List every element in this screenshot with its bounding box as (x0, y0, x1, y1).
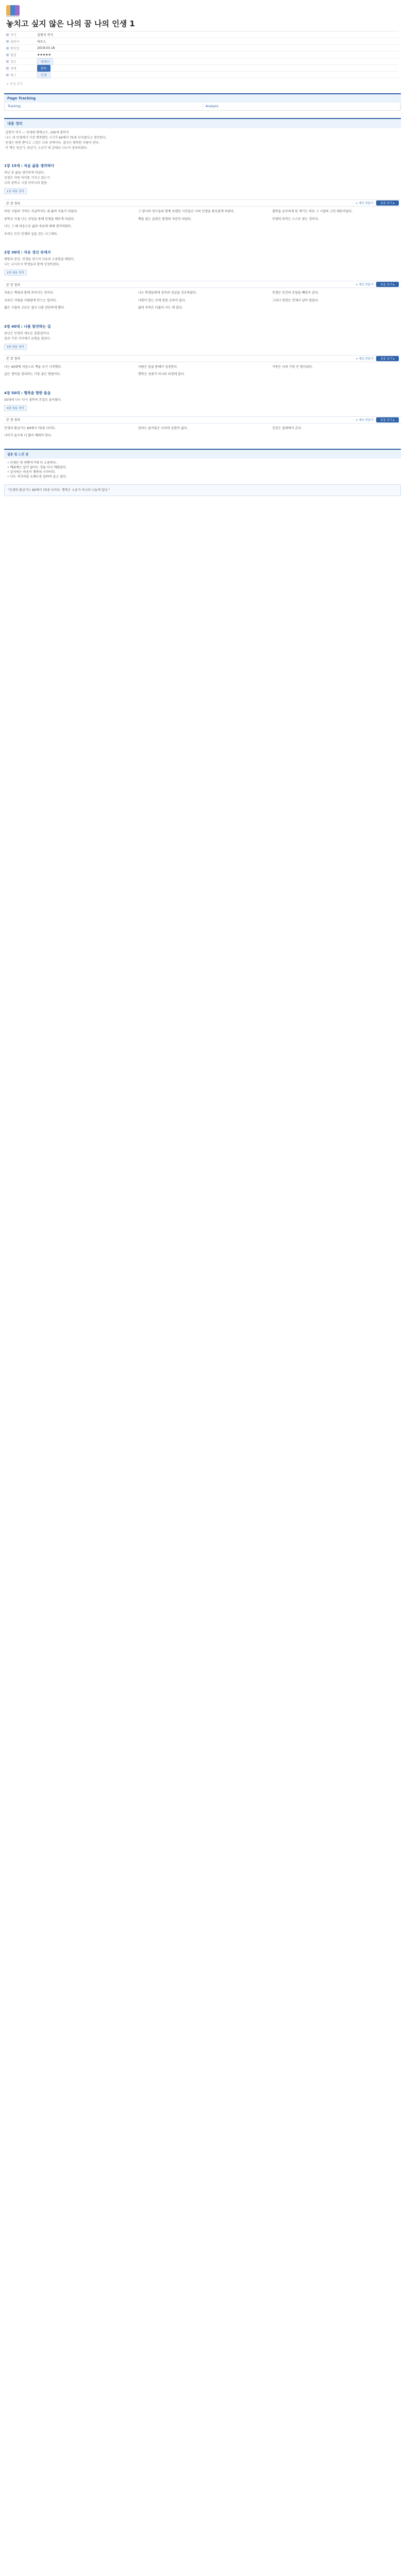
property-type-icon (6, 33, 9, 36)
closing-list (4, 459, 401, 481)
property-row[interactable] (6, 45, 399, 52)
page-header (4, 3, 401, 19)
property-row[interactable] (6, 72, 399, 78)
closing-quote-box (4, 484, 401, 496)
chapter-intro-line: 50대에 나는 다시 철학의 본질로 돌아왔다. (4, 398, 62, 402)
chapter-columns (4, 427, 401, 442)
chapter-paragraph: 인생의 의미는 스스로 찾는 것이다. (272, 217, 319, 221)
new-entry-button[interactable]: + 새로 만들기 (355, 418, 374, 422)
chapter-paragraph: 그러나 희망은 언제나 남아 있었다. (272, 298, 319, 302)
property-key-label: 상태 (10, 66, 16, 71)
property-key-label: 완독일 (10, 46, 20, 50)
entry-bar-label: 본 장 정리 (6, 357, 20, 361)
entry-bar-actions (356, 200, 399, 206)
chapter-column (4, 427, 133, 442)
chapter-column (4, 210, 133, 240)
chapter-section (4, 323, 401, 380)
property-value[interactable] (37, 32, 53, 37)
tracking-tabs (4, 103, 401, 111)
chapter-paragraph: 전쟁은 인간의 존엄을 빼앗아 갔다. (272, 291, 319, 295)
property-value-text: 하우스 (37, 40, 46, 44)
property-row[interactable] (6, 31, 399, 38)
chapter-paragraph: 어린 시절의 기억은 지금까지도 내 삶의 지표가 되었다. (4, 210, 78, 213)
chapter-intro-line: 중년은 인생의 새로운 출발점이다. (4, 331, 50, 335)
chapter-intro-line: 피난 중 삶을 생각하게 되었다. (4, 171, 45, 175)
open-body-button[interactable]: 본문 보기 ▸ (376, 417, 399, 422)
page-title: 놓치고 싶지 않은 나의 꿈 나의 인생 1 (6, 19, 135, 28)
chapter-paragraph: 나는 40대에 처음으로 책을 쓰기 시작했다. (4, 365, 62, 369)
chapter-columns (4, 291, 401, 314)
property-value-text: ★★★★★ (37, 53, 51, 57)
property-type-icon (6, 74, 9, 76)
entry-bar-actions (356, 282, 399, 287)
chapter-entry-bar (4, 281, 401, 288)
property-value-text: 김형석 작가 (37, 33, 53, 37)
property-key-label: 출판사 (10, 40, 20, 44)
chapter-column (138, 210, 267, 240)
summary-line: 이 책은 청년기, 중년기, 노년기 세 갈래로 나누어 정리하였다. (5, 146, 88, 150)
chapter-section (4, 162, 401, 240)
chapter-tag[interactable]: 1장 내용 정리 (4, 188, 27, 194)
property-type-icon (6, 67, 9, 70)
chapter-column (138, 291, 267, 314)
closing-item: • 감사하는 마음이 행복의 시작이다. (7, 470, 398, 474)
chapter-intro-line: 해방과 분단, 전쟁을 겪으며 자유의 소중함을 배웠다. (4, 258, 75, 261)
new-entry-button[interactable]: + 새로 만들기 (355, 357, 374, 361)
property-key-label: 태그 (10, 73, 16, 77)
chapter-paragraph: 젊은 시절의 고난은 결국 나를 단단하게 했다. (4, 306, 65, 310)
property-value[interactable] (37, 58, 53, 65)
property-key-label: 작가 (10, 33, 16, 37)
chapter-title: 2장 30대 : 자유 정신 속에서 (4, 250, 51, 255)
entry-bar-actions (356, 417, 399, 422)
chapter-intro-line: 나는 교사로서 학생들과 함께 성장하였다. (4, 263, 60, 266)
entry-bar-actions (356, 356, 399, 361)
chapter-paragraph: 글은 생각을 정리하는 가장 좋은 방법이다. (4, 372, 61, 376)
open-body-button[interactable]: 본문 보기 ▸ (376, 282, 399, 287)
property-row[interactable] (6, 38, 399, 45)
closing-item: • 인생은 한 번뿐이기에 더 소중하다. (7, 461, 398, 465)
open-body-button[interactable]: 본문 보기 ▸ (376, 200, 399, 206)
property-key (6, 59, 37, 64)
chapter-paragraph: 나는 그 때 처음으로 삶과 죽음에 대해 생각하였다. (4, 225, 72, 228)
chapter-section (4, 249, 401, 314)
chapter-tag[interactable]: 2장 내용 정리 (4, 269, 27, 276)
summary-line: 인생은 한번 뿐이고 그것은 나의 선택이다. 결국은 행복한 사람이 된다. (5, 141, 100, 145)
property-value-text: 에세이 (37, 58, 53, 65)
chapter-columns (4, 365, 401, 380)
chapter-column (272, 210, 401, 240)
chapter-paragraph: 나이가 들수록 더 많이 배워야 한다. (4, 434, 52, 437)
chapter-title: 3장 40대 : 나를 발견하는 길 (4, 324, 51, 329)
chapter-paragraph: 자유는 책임과 함께 주어지는 것이다. (4, 291, 54, 295)
chapter-columns (4, 210, 401, 240)
new-entry-button[interactable]: + 새로 만들기 (355, 202, 374, 205)
property-value-text: 2019.03.18 (37, 46, 55, 50)
new-entry-button[interactable]: + 새로 만들기 (355, 283, 374, 286)
chapter-title: 4장 50대 : 행복을 향한 물음 (4, 391, 51, 395)
chapter-paragraph: 사람은 일을 통해서 성장한다. (138, 365, 178, 369)
property-key (6, 66, 37, 71)
chapter-paragraph: 일하는 즐거움은 나이와 상관이 없다. (138, 426, 188, 430)
chapter-paragraph: 그 당시의 친구들과 함께 보냈던 시간들은 나의 인생을 풍요롭게 하였다. (138, 210, 235, 213)
chapter-intro-line: 나의 중학교 시절 어머니의 말씀 (4, 181, 47, 185)
chapter-tag[interactable]: 4장 내용 정리 (4, 405, 27, 411)
chapter-paragraph: 행복은 성취가 아니라 과정에 있다. (138, 372, 185, 376)
property-key (6, 39, 37, 44)
chapter-entry-bar (4, 199, 401, 207)
chapter-column (138, 427, 267, 442)
property-key (6, 32, 37, 37)
chapter-paragraph: 우리는 모두 인생의 길을 걷는 나그네다. (4, 232, 58, 236)
add-property-button[interactable]: + 속성 추가 (6, 82, 23, 86)
summary-body (4, 128, 401, 153)
chapter-column (272, 427, 401, 442)
chapter-tag[interactable]: 3장 내용 정리 (4, 344, 27, 350)
chapter-entry-bar (4, 355, 401, 362)
property-key-label: 장르 (10, 60, 16, 64)
property-type-icon (6, 40, 9, 43)
property-row[interactable] (6, 65, 399, 72)
property-value[interactable] (37, 53, 51, 57)
chapter-paragraph: 나는 학생들에게 정직과 성실을 강조하였다. (138, 291, 197, 295)
chapter-column (272, 365, 401, 380)
tab-tracking[interactable]: Tracking (5, 103, 202, 110)
book-cover-icon (6, 5, 20, 15)
tab-analysis[interactable]: Analysis (202, 103, 400, 110)
chapter-paragraph: 책을 읽는 습관은 평생의 자산이 되었다. (138, 217, 192, 221)
tracking-section-header: Page Tracking (4, 93, 401, 103)
closing-item: • 나도 저자처럼 오래도록 일하며 살고 싶다. (7, 474, 398, 479)
open-body-button[interactable]: 본문 보기 ▸ (376, 356, 399, 361)
chapter-paragraph: 사랑이 있는 곳에 참된 교육이 있다. (138, 298, 186, 302)
property-row[interactable] (6, 58, 399, 65)
chapters-container (4, 162, 401, 442)
property-row[interactable] (6, 52, 399, 58)
chapter-column (272, 291, 401, 314)
property-key (6, 46, 37, 50)
chapter-paragraph: 가족은 나의 가장 큰 힘이었다. (272, 365, 313, 369)
document-page (0, 0, 405, 499)
closing-item: • 배움에는 끝이 없다는 것을 다시 깨달았다. (7, 465, 398, 470)
property-value[interactable] (37, 39, 46, 44)
chapter-entry-bar (4, 416, 401, 423)
property-value[interactable] (37, 72, 50, 78)
chapter-column (4, 291, 133, 314)
chapter-title: 1장 15세 : 처음 삶을 생각하다 (4, 164, 55, 168)
property-key-label: 별점 (10, 53, 16, 57)
property-key (6, 53, 37, 57)
property-value-text: 인생 (37, 72, 50, 78)
entry-bar-label: 본 장 정리 (6, 283, 20, 287)
chapter-section (4, 389, 401, 442)
closing-header: 결론 및 느낀 점 (4, 450, 401, 459)
chapter-paragraph: 중학교 시절 나는 신앙을 통해 인생을 배우게 되었다. (4, 217, 75, 221)
chapter-column (4, 365, 133, 380)
chapter-paragraph: 철학을 공부하게 된 계기는 바로 그 시절의 고민 때문이었다. (272, 210, 353, 213)
property-value[interactable] (37, 65, 50, 72)
closing-section (4, 449, 401, 496)
chapter-intro-line: 일과 가정 사이에서 균형을 찾았다. (4, 336, 51, 341)
entry-bar-label: 본 장 정리 (6, 418, 20, 422)
summary-line: 나는 내 인생에서 가장 행복했던 시기가 60에서 75세 사이였다고 생각한다. (5, 136, 107, 140)
chapter-paragraph: 건강은 절제에서 온다. (272, 426, 302, 430)
property-table (6, 31, 399, 78)
closing-quote: "인생의 황금기는 60에서 75세 사이다. 행복은 소유가 아니라 나눔에 있다." (8, 488, 110, 492)
entry-bar-label: 본 장 정리 (6, 201, 20, 206)
chapter-paragraph: 인생의 황금기는 60에서 75세 사이다. (4, 426, 56, 430)
property-type-icon (6, 60, 9, 63)
property-type-icon (6, 54, 9, 56)
chapter-intro-line: 인생은 어떤 의미를 가지고 있는가 (4, 176, 50, 180)
property-value-text: 완독 (37, 65, 50, 72)
property-value[interactable] (37, 46, 55, 50)
property-type-icon (6, 47, 9, 49)
summary-section-header: 내용 정리 (4, 118, 401, 128)
chapter-paragraph: 교육은 사람을 사람답게 만드는 일이다. (4, 298, 57, 302)
chapter-paragraph: 삶의 목적은 더불어 사는 데 있다. (138, 306, 183, 310)
chapter-column (138, 365, 267, 380)
summary-line: 김형석 저자 — 연세대 명예교수, 100세 철학자 (5, 131, 69, 134)
property-key (6, 73, 37, 77)
